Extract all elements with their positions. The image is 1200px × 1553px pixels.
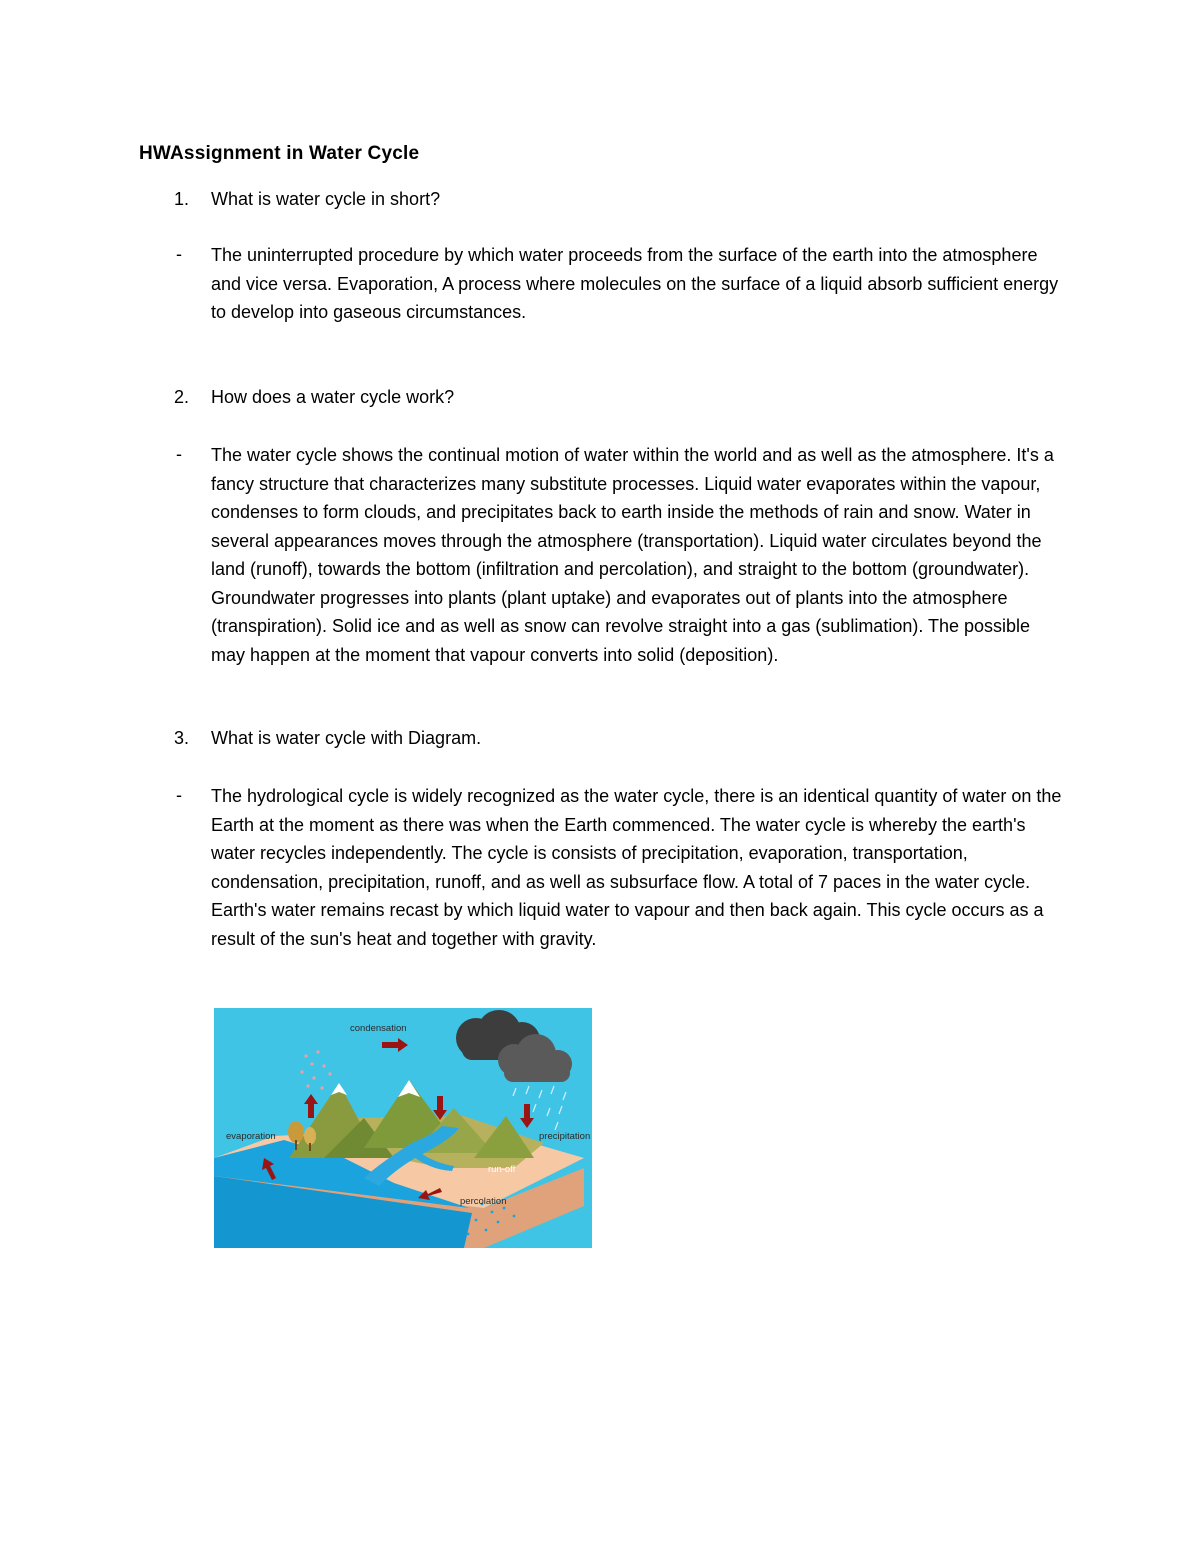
label-runoff: run-off bbox=[488, 1164, 516, 1175]
tree-2-trunk bbox=[309, 1143, 311, 1151]
label-evaporation: evaporation bbox=[226, 1131, 276, 1142]
item-3-number: 3. bbox=[174, 728, 190, 748]
item-2-number: 2. bbox=[174, 387, 190, 407]
item-1-dash: - bbox=[176, 244, 182, 264]
item-1-number: 1. bbox=[174, 189, 190, 209]
tree-1 bbox=[288, 1121, 304, 1143]
item-1-question: What is water cycle in short? bbox=[211, 189, 441, 209]
item-3-dash: - bbox=[176, 785, 182, 805]
label-precipitation: precipitation bbox=[539, 1131, 591, 1142]
tree-2 bbox=[304, 1127, 316, 1145]
item-2-dash: - bbox=[176, 444, 182, 464]
item-2-answer: The water cycle shows the continual motion of water within the world and as well as the atmosphere. It's a fancy structure that characterizes many substitute processes. Liquid water evaporates within the vapour, condenses to form clouds, and precipitates back to earth inside the methods of rain and snow. Water in several appearances moves through the atmosphere (transportation). Liquid water circulates beyond the land (runoff), towards the bottom (infiltration and percolation), and straight to the bottom (groundwater). Groundwater progresses into plants (plant uptake) and evaporates out of plants into the atmosphere (transpiration). Solid ice and as well as snow can revolve straight into a gas (sublimation). The possible may happen at the moment that vapour converts into solid (deposition). bbox=[211, 445, 1054, 665]
water-cycle-diagram bbox=[214, 1008, 592, 1248]
label-percolation: percolation bbox=[460, 1196, 507, 1207]
item-3-answer: The hydrological cycle is widely recognized as the water cycle, there is an identical quantity of water on the Earth at the moment as there was when the Earth commenced. The water cycle is whereby the earth's water recycles independently. The cycle is consists of precipitation, evaporation, transportation, condensation, precipitation, runoff, and as well as subsurface flow. A total of 7 paces in the water cycle. Earth's water remains recast by which liquid water to vapour and then back again. This cycle occurs as a result of the sun's heat and together with gravity. bbox=[211, 786, 1062, 949]
item-3-question: What is water cycle with Diagram. bbox=[211, 728, 482, 748]
tree-1-trunk bbox=[295, 1140, 297, 1150]
label-condensation: condensation bbox=[350, 1023, 407, 1034]
item-1-answer: The uninterrupted procedure by which water proceeds from the surface of the earth into the atmosphere and vice versa. Evaporation, A process where molecules on the surface of a liquid absorb sufficient energy to develop into gaseous circumstances. bbox=[211, 245, 1059, 322]
document-title: HWAssignment in Water Cycle bbox=[139, 143, 420, 164]
item-2-question: How does a water cycle work? bbox=[211, 387, 455, 407]
